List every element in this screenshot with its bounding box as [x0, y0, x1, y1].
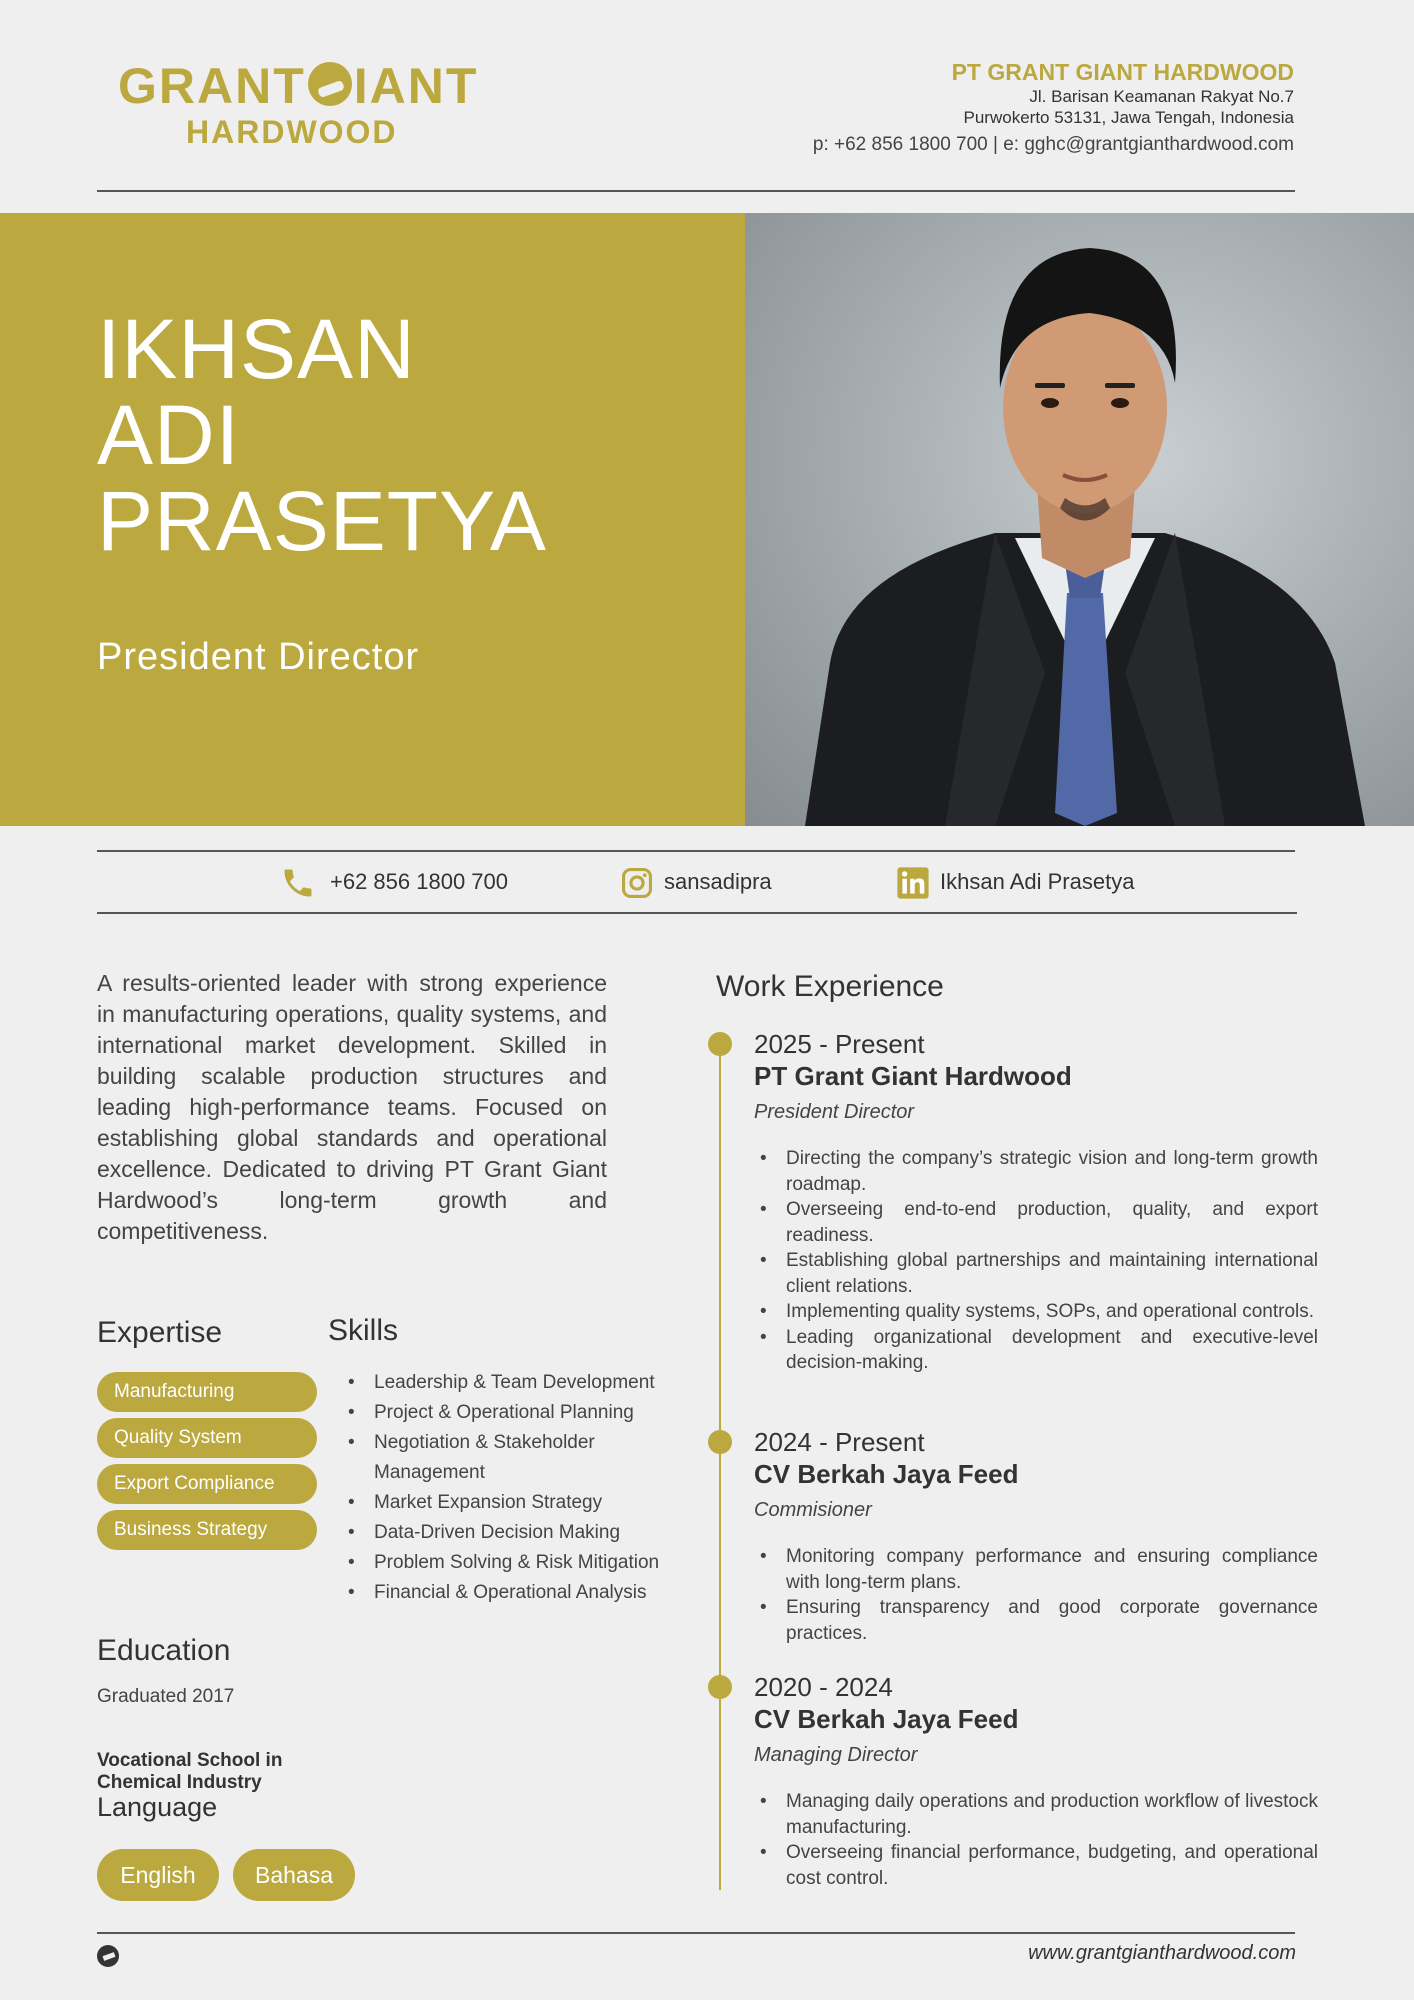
logo-g-mark-icon — [308, 62, 352, 106]
profile-photo — [745, 213, 1414, 826]
expertise-badge: Business Strategy — [97, 1510, 317, 1550]
expertise-badge: Manufacturing — [97, 1372, 317, 1412]
company-address-line2: Purwokerto 53131, Jawa Tengah, Indonesia — [963, 108, 1294, 127]
job-duty: • Ensuring transparency and good corporate governance practices. — [754, 1595, 1318, 1646]
job-duties — [754, 1789, 1318, 1891]
skill-item: • Market Expansion Strategy — [348, 1488, 678, 1518]
skill-item: • Leadership & Team Development — [348, 1368, 678, 1398]
job-period: 2024 - Present — [754, 1427, 925, 1457]
education-heading: Education — [97, 1634, 231, 1667]
job-duties — [754, 1544, 1318, 1646]
skill-item: • Problem Solving & Risk Mitigation — [348, 1548, 678, 1578]
contact-bar-top-divider — [97, 850, 1295, 852]
skills-heading: Skills — [328, 1314, 399, 1347]
job-title: President Director — [754, 1101, 915, 1123]
language-badge: English — [97, 1849, 219, 1901]
timeline-dot — [708, 1430, 732, 1454]
job-duty: • Overseeing end-to-end production, quality, and export readiness. — [754, 1197, 1318, 1248]
linkedin-name: Ikhsan Adi Prasetya — [940, 869, 1135, 894]
instagram-icon — [620, 866, 654, 900]
job-duty: • Implementing quality systems, SOPs, and operational controls. — [754, 1299, 1318, 1325]
person-name — [97, 302, 547, 568]
skill-item: • Financial & Operational Analysis — [348, 1578, 678, 1608]
job-title: Commisioner — [754, 1499, 872, 1521]
footer-divider — [97, 1932, 1295, 1934]
language-heading: Language — [97, 1792, 218, 1822]
last-name: PRASETYA — [97, 474, 547, 568]
company-name: PT GRANT GIANT HARDWOOD — [951, 59, 1294, 85]
job-entry — [754, 1426, 1318, 1646]
job-duty: • Overseeing financial performance, budgeting, and operational cost control. — [754, 1840, 1318, 1891]
skill-item: • Data-Driven Decision Making — [348, 1518, 678, 1548]
job-duty: • Monitoring company performance and ensuring compliance with long-term plans. — [754, 1544, 1318, 1595]
job-duties — [754, 1146, 1318, 1376]
timeline-dot — [708, 1032, 732, 1056]
job-entry — [754, 1671, 1318, 1891]
job-title: Managing Director — [754, 1744, 918, 1766]
job-entry — [754, 1028, 1318, 1376]
job-duty: • Leading organizational development and executive-level decision-making. — [754, 1325, 1318, 1376]
company-info — [813, 58, 1294, 158]
contact-phone[interactable] — [280, 864, 508, 900]
contact-instagram[interactable] — [620, 864, 772, 900]
skill-item: • Project & Operational Planning — [348, 1398, 678, 1428]
language-badge: Bahasa — [233, 1849, 355, 1901]
footer-website-link[interactable]: www.grantgianthardwood.com — [1028, 1942, 1296, 1964]
skills-list — [348, 1368, 678, 1608]
footer-logo-icon — [97, 1945, 119, 1967]
person-role: President Director — [97, 636, 420, 678]
contact-bar-bottom-divider — [97, 912, 1297, 914]
middle-name: ADI — [97, 388, 241, 482]
job-duty: • Establishing global partnerships and maintaining international client relations. — [754, 1248, 1318, 1299]
profile-summary: A results-oriented leader with strong experience in manufacturing operations, quality systems, and international market development. Skilled in building scalable production structures and leading high-performance teams. Focused on establishing global standards and operational excellence. Dedicated to driving PT Grant Giant Hardwood’s long-term growth and competitiveness. — [97, 970, 607, 1244]
work-experience-heading: Work Experience — [716, 970, 944, 1003]
job-company: CV Berkah Jaya Feed — [754, 1459, 1019, 1489]
instagram-handle: sansadipra — [664, 869, 772, 894]
phone-number: +62 856 1800 700 — [330, 869, 509, 894]
first-name: IKHSAN — [97, 302, 416, 396]
job-period: 2025 - Present — [754, 1029, 925, 1059]
company-logo — [118, 58, 478, 150]
linkedin-icon — [896, 866, 930, 900]
contact-linkedin[interactable] — [896, 864, 1134, 900]
timeline-line — [719, 1044, 721, 1890]
job-company: CV Berkah Jaya Feed — [754, 1704, 1019, 1734]
job-duty: • Directing the company’s strategic vision and long-term growth roadmap. — [754, 1146, 1318, 1197]
logo-text-grant: GRANT — [118, 58, 306, 114]
logo-text-iant: IANT — [353, 58, 479, 114]
timeline-dot — [708, 1675, 732, 1699]
skill-item: • Negotiation & Stakeholder Management — [348, 1428, 678, 1488]
job-period: 2020 - 2024 — [754, 1672, 893, 1702]
logo-text-hardwood: HARDWOOD — [186, 114, 398, 150]
portrait-illustration — [745, 213, 1414, 826]
expertise-badge: Export Compliance — [97, 1464, 317, 1504]
company-address-line1: Jl. Barisan Keamanan Rakyat No.7 — [1029, 87, 1294, 106]
phone-icon — [280, 865, 316, 901]
job-company: PT Grant Giant Hardwood — [754, 1061, 1072, 1091]
school-name: Vocational School in Chemical Industry — [97, 1750, 283, 1793]
header-divider — [97, 190, 1295, 192]
graduation-year: Graduated 2017 — [97, 1686, 235, 1707]
company-contact: p: +62 856 1800 700 | e: gghc@grantgianthardwood.com — [812, 134, 1294, 155]
expertise-badge: Quality System — [97, 1418, 317, 1458]
expertise-heading: Expertise — [97, 1316, 223, 1349]
job-duty: • Managing daily operations and production workflow of livestock manufacturing. — [754, 1789, 1318, 1840]
